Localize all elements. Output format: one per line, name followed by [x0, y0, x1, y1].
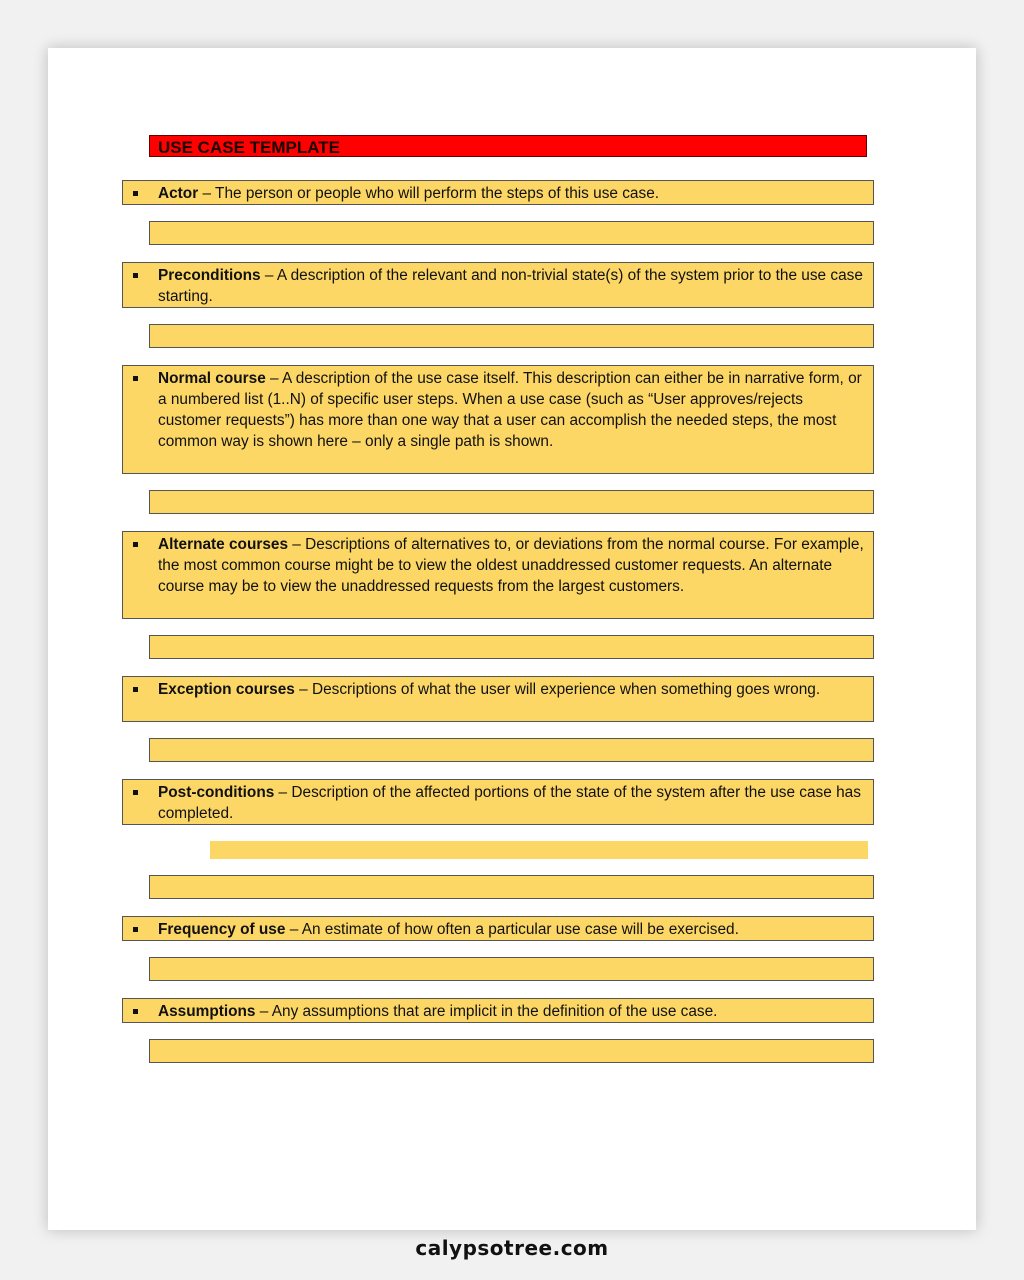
item-exception-courses [122, 676, 874, 722]
item-description: – Descriptions of what the user will experience when something goes wrong. [294, 681, 821, 698]
field-frequency-of-use[interactable] [149, 957, 874, 981]
item-term: Assumptions [158, 1003, 256, 1020]
item-term: Exception courses [158, 681, 295, 698]
field-preconditions[interactable] [149, 324, 874, 348]
item-term: Frequency of use [158, 921, 286, 938]
item-description: – An estimate of how often a particular use case will be exercised. [285, 921, 739, 938]
highlight-strip [210, 841, 868, 859]
field-post-conditions[interactable] [149, 875, 874, 899]
document-page [48, 48, 976, 1230]
item-description: – A description of the use case itself. This description can either be in narrative form, or a numbered list (1..N) of specific user steps. When a use case (such as “User approves/rejects customer requests”) has more than one way that a user can accomplish the needed steps, the most common way is shown here – only a single path is shown. [158, 370, 862, 450]
field-assumptions[interactable] [149, 1039, 874, 1063]
bullet-icon [133, 927, 138, 932]
bullet-icon [133, 542, 138, 547]
item-description: – A description of the relevant and non-trivial state(s) of the system prior to the use case starting. [158, 267, 863, 305]
field-exception-courses[interactable] [149, 738, 874, 762]
item-actor [122, 180, 874, 205]
bullet-icon [133, 273, 138, 278]
item-description: – The person or people who will perform the steps of this use case. [198, 185, 660, 202]
item-term: Post-conditions [158, 784, 275, 801]
field-actor[interactable] [149, 221, 874, 245]
template-title: USE CASE TEMPLATE [149, 135, 867, 157]
item-term: Actor [158, 185, 199, 202]
item-normal-course [122, 365, 874, 474]
item-preconditions [122, 262, 874, 308]
bullet-icon [133, 1009, 138, 1014]
item-description: – Any assumptions that are implicit in the definition of the use case. [255, 1003, 718, 1020]
item-assumptions [122, 998, 874, 1023]
item-description: – Description of the affected portions of the state of the system after the use case has completed. [158, 784, 861, 822]
bullet-icon [133, 191, 138, 196]
item-term: Alternate courses [158, 536, 289, 553]
bullet-icon [133, 687, 138, 692]
item-post-conditions [122, 779, 874, 825]
item-term: Normal course [158, 370, 266, 387]
item-alternate-courses [122, 531, 874, 619]
field-alternate-courses[interactable] [149, 635, 874, 659]
item-frequency-of-use [122, 916, 874, 941]
item-term: Preconditions [158, 267, 261, 284]
field-normal-course[interactable] [149, 490, 874, 514]
site-watermark: calypsotree.com [415, 1236, 609, 1260]
bullet-icon [133, 790, 138, 795]
item-description: – Descriptions of alternatives to, or deviations from the normal course. For example, the most common course might be to view the oldest unaddressed customer requests. An alternate course may be to view the unaddressed requests from the largest customers. [158, 536, 864, 595]
bullet-icon [133, 376, 138, 381]
